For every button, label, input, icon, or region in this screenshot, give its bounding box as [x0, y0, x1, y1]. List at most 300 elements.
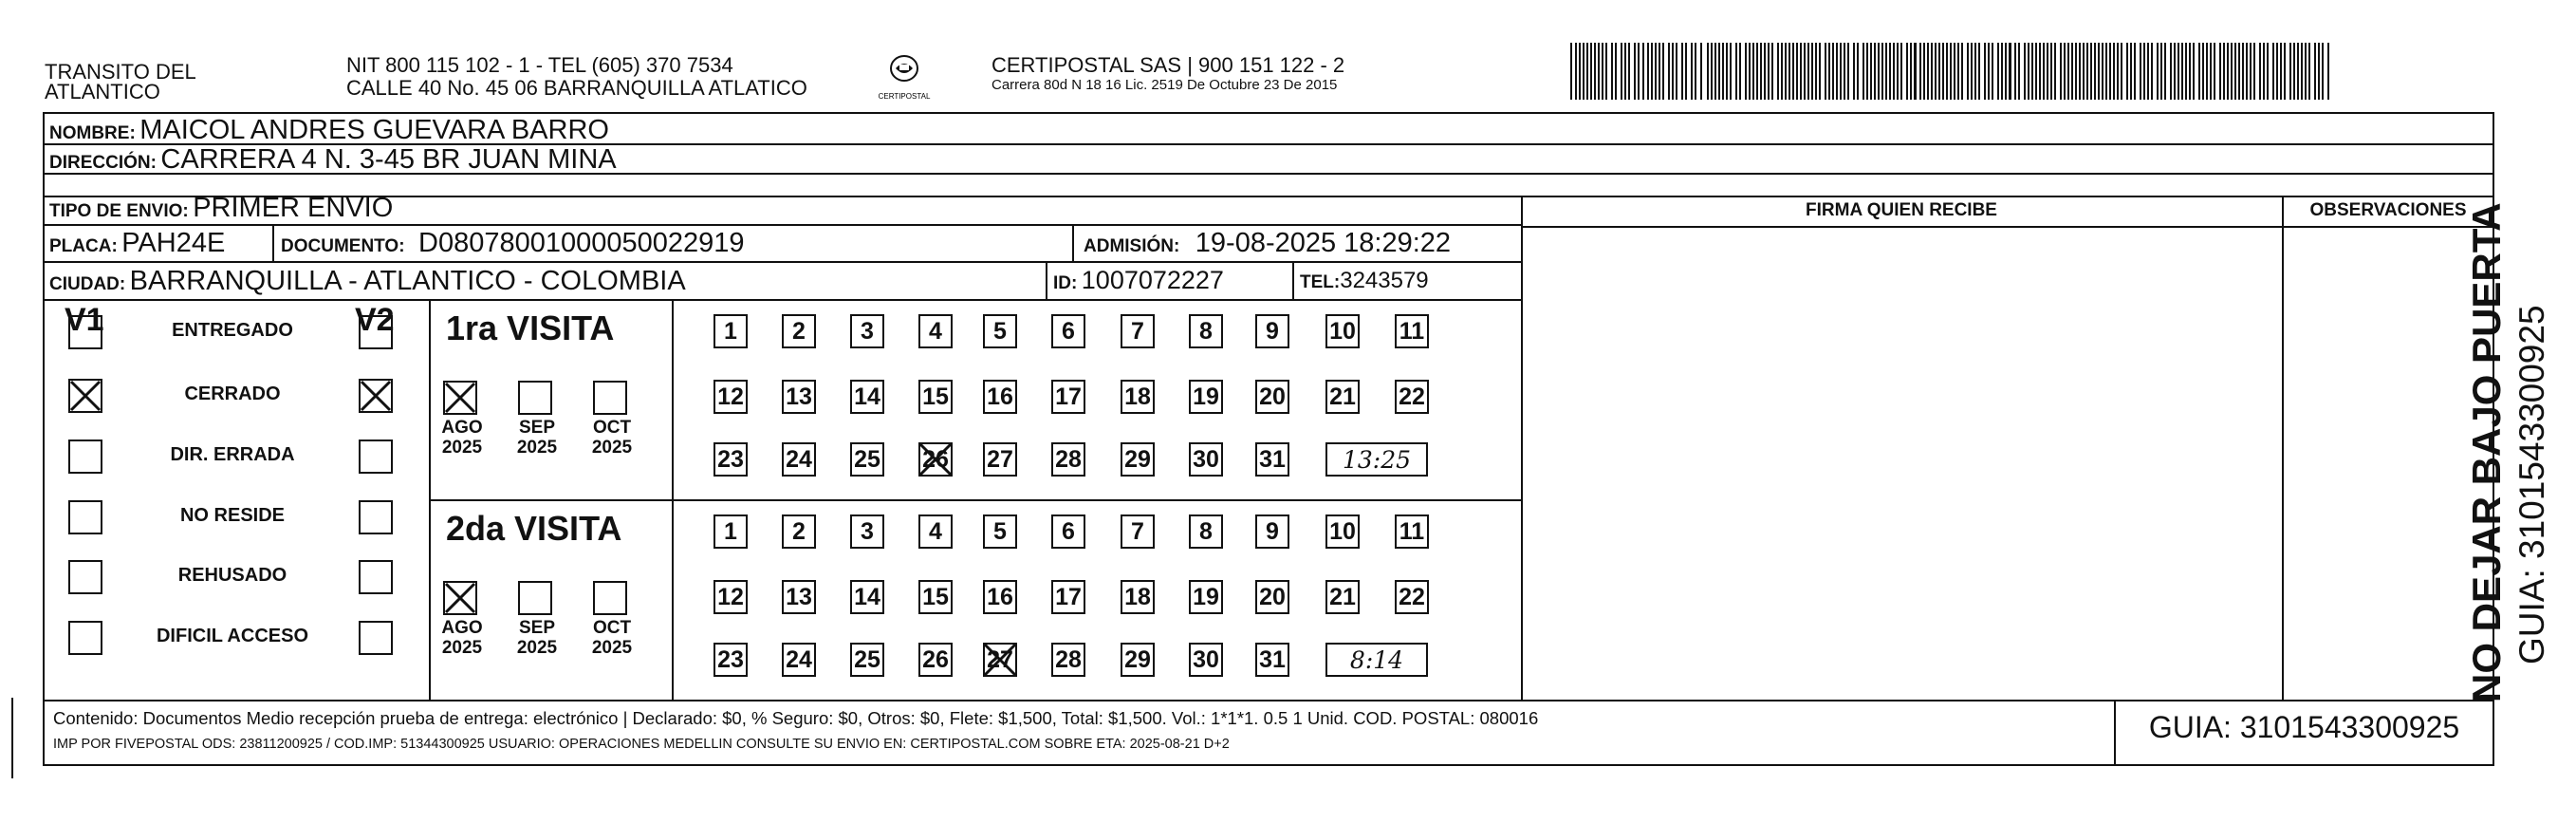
month-name: SEP [518, 418, 556, 438]
barcode-bar [1700, 43, 1702, 100]
barcode-bar [2178, 43, 2179, 100]
day-box[interactable]: 17 [1051, 580, 1085, 614]
day-box[interactable]: 18 [1121, 580, 1155, 614]
barcode-bar [1863, 43, 1864, 100]
barcode-bar [2064, 43, 2066, 100]
day-box[interactable]: 30 [1189, 643, 1223, 677]
v1-checkbox[interactable] [68, 440, 102, 474]
barcode-bar [1984, 43, 1986, 100]
barcode-bar [1695, 43, 1696, 100]
month-checkbox[interactable] [518, 381, 552, 415]
row-divider [43, 700, 2494, 701]
barcode-bar [2005, 43, 2007, 100]
day-box[interactable]: 30 [1189, 442, 1223, 477]
city-field [49, 266, 686, 297]
month-year: 2025 [441, 438, 483, 458]
issuer-line-1: TRANSITO DEL [45, 60, 196, 84]
barcode-bar [1760, 43, 1762, 100]
barcode-bar [2105, 43, 2107, 100]
day-box[interactable]: 19 [1189, 580, 1223, 614]
barcode-bar [1781, 43, 1783, 100]
address-label: DIRECCIÓN: [49, 153, 157, 173]
barcode-bar [1853, 43, 1855, 100]
barcode [1570, 43, 2329, 100]
barcode-bar [1893, 43, 1895, 100]
day-box[interactable]: 15 [918, 380, 953, 414]
barcode-bar [1707, 43, 1709, 100]
barcode-bar [1923, 43, 1925, 100]
barcode-bar [2276, 43, 2278, 100]
barcode-bar [1628, 43, 1630, 100]
barcode-bar [2289, 43, 2291, 100]
shipment-type-field [49, 193, 393, 224]
barcode-bar [2060, 43, 2062, 100]
barcode-bar [1866, 43, 1868, 100]
barcode-bar [2219, 43, 2221, 100]
barcode-bar [1726, 43, 1728, 100]
barcode-bar [2134, 43, 2136, 100]
id-value: 1007072227 [1081, 266, 1224, 294]
barcode-bar [2031, 43, 2033, 100]
day-box[interactable]: 5 [983, 514, 1017, 549]
barcode-bar [1910, 43, 1912, 100]
day-box[interactable]: 11 [1395, 314, 1429, 348]
barcode-bar [2314, 43, 2316, 100]
day-checkmark [981, 641, 1019, 679]
barcode-bar [2028, 43, 2029, 100]
barcode-bar [2227, 43, 2229, 100]
day-box[interactable]: 20 [1255, 580, 1289, 614]
name-value: MAICOL ANDRES GUEVARA BARRO [139, 115, 609, 145]
v2-label: V2 [355, 302, 395, 338]
day-box[interactable]: 15 [918, 580, 953, 614]
barcode-bar [2322, 43, 2324, 100]
address-field [49, 144, 617, 176]
barcode-bar [1870, 43, 1872, 100]
svg-text:CERTIPOSTAL: CERTIPOSTAL [878, 92, 931, 101]
barcode-bar [1974, 43, 1976, 100]
barcode-bar [2071, 43, 2073, 100]
cell-divider [1072, 224, 1074, 261]
document-label: DOCUMENTO: [281, 236, 405, 256]
day-box[interactable]: 21 [1325, 380, 1360, 414]
month-year: 2025 [516, 638, 558, 658]
day-box[interactable]: 4 [918, 514, 953, 549]
barcode-bar [2047, 43, 2048, 100]
day-box[interactable]: 20 [1255, 380, 1289, 414]
barcode-bar [2267, 43, 2269, 100]
v2-checkbox[interactable] [359, 315, 393, 349]
barcode-bar [1756, 43, 1758, 100]
barcode-bar [2043, 43, 2045, 100]
barcode-bar [1796, 43, 1798, 100]
month-checkbox[interactable] [518, 581, 552, 615]
barcode-bar [1691, 43, 1693, 100]
barcode-bar [2094, 43, 2096, 100]
barcode-bar [2238, 43, 2240, 100]
barcode-bar [2018, 43, 2020, 100]
day-box[interactable]: 27 [983, 643, 1017, 677]
day-box[interactable]: 23 [713, 643, 748, 677]
day-box[interactable]: 25 [850, 643, 884, 677]
day-box[interactable]: 10 [1325, 314, 1360, 348]
barcode-bar [2086, 43, 2088, 100]
barcode-bar [2126, 43, 2128, 100]
barcode-bar [2253, 43, 2255, 100]
tel-field [1300, 268, 1429, 294]
plate-label: PLACA: [49, 236, 118, 256]
day-box[interactable]: 9 [1255, 514, 1289, 549]
barcode-bar [1961, 43, 1963, 100]
barcode-bar [1739, 43, 1741, 100]
day-box[interactable]: 17 [1051, 380, 1085, 414]
certipostal-logo [871, 51, 937, 104]
day-box[interactable]: 28 [1051, 442, 1085, 477]
cell-divider [272, 224, 274, 261]
barcode-bar [1978, 43, 1980, 100]
day-box[interactable]: 1 [713, 314, 748, 348]
day-box[interactable]: 24 [782, 442, 816, 477]
day-box[interactable]: 16 [983, 580, 1017, 614]
barcode-bar [1659, 43, 1660, 100]
barcode-bar [1971, 43, 1973, 100]
barcode-bar [2250, 43, 2252, 100]
barcode-bar [2143, 43, 2145, 100]
barcode-bar [2090, 43, 2092, 100]
barcode-bar [2259, 43, 2261, 100]
barcode-bar [2079, 43, 2081, 100]
reason-label: REHUSADO [177, 565, 287, 586]
barcode-bar [1885, 43, 1887, 100]
month-name: SEP [518, 618, 556, 638]
barcode-bar [1828, 43, 1830, 100]
tel-label: TEL: [1300, 272, 1341, 292]
admission-label: ADMISIÓN: [1084, 236, 1180, 256]
barcode-bar [2284, 43, 2286, 100]
barcode-bar [1681, 43, 1683, 100]
barcode-bar [2214, 43, 2215, 100]
day-box[interactable]: 7 [1121, 314, 1155, 348]
day-box[interactable]: 25 [850, 442, 884, 477]
barcode-bar [1942, 43, 1944, 100]
row-divider [43, 261, 1521, 263]
logo-icon [871, 51, 937, 104]
v1-checkbox[interactable] [68, 500, 102, 534]
barcode-bar [1714, 43, 1716, 100]
city-value: BARRANQUILLA - ATLANTICO - COLOMBIA [129, 266, 686, 296]
barcode-bar [1634, 43, 1636, 100]
barcode-bar [1832, 43, 1834, 100]
v1-checkbox[interactable] [68, 315, 102, 349]
day-box[interactable]: 5 [983, 314, 1017, 348]
barcode-bar [1662, 43, 1664, 100]
barcode-bar [2246, 43, 2248, 100]
guide-number-box: GUIA: 3101543300925 [2148, 710, 2460, 744]
barcode-bar [1927, 43, 1929, 100]
shipment-type-label: TIPO DE ENVIO: [49, 201, 189, 221]
row-divider [43, 224, 1521, 226]
barcode-bar [2189, 43, 2191, 100]
row-divider [43, 196, 2494, 197]
barcode-bar [2308, 43, 2310, 100]
day-box[interactable]: 12 [713, 580, 748, 614]
reason-label: DIFICIL ACCESO [156, 626, 308, 646]
barcode-bar [1954, 43, 1955, 100]
barcode-bar [1722, 43, 1724, 100]
month-checkbox[interactable] [593, 581, 627, 615]
barcode-bar [2174, 43, 2176, 100]
barcode-bar [1605, 43, 1607, 100]
barcode-bar [1749, 43, 1751, 100]
barcode-bar [1583, 43, 1585, 100]
reason-label: ENTREGADO [172, 320, 293, 341]
barcode-bar [2054, 43, 2056, 100]
barcode-bar [1792, 43, 1794, 100]
barcode-bar [2098, 43, 2100, 100]
month-label [434, 618, 491, 658]
day-box[interactable]: 7 [1121, 514, 1155, 549]
month-checkmark [443, 381, 477, 415]
barcode-bar [2327, 43, 2329, 100]
month-label [509, 618, 565, 658]
barcode-bar [1768, 43, 1770, 100]
observations-area[interactable] [2284, 228, 2493, 698]
barcode-bar [1621, 43, 1622, 100]
barcode-bar [2272, 43, 2274, 100]
barcode-bar [2067, 43, 2069, 100]
barcode-bar [2231, 43, 2233, 100]
barcode-bar [1919, 43, 1921, 100]
barcode-bar [1957, 43, 1959, 100]
id-label: ID: [1053, 273, 1078, 293]
day-box[interactable]: 23 [713, 442, 748, 477]
barcode-bar [1668, 43, 1670, 100]
month-checkmark [443, 581, 477, 615]
v1-checkmark [68, 379, 102, 413]
barcode-bar [2024, 43, 2026, 100]
handwritten-time[interactable]: 13:25 [1325, 442, 1428, 477]
day-box[interactable]: 26 [918, 643, 953, 677]
day-box[interactable]: 6 [1051, 314, 1085, 348]
admission-field [1084, 228, 1451, 259]
barcode-bar [1807, 43, 1809, 100]
day-box[interactable]: 16 [983, 380, 1017, 414]
barcode-bar [2083, 43, 2085, 100]
barcode-bar [1685, 43, 1687, 100]
day-box[interactable]: 31 [1255, 442, 1289, 477]
day-box[interactable]: 14 [850, 580, 884, 614]
month-name: OCT [592, 618, 632, 638]
day-box[interactable]: 3 [850, 514, 884, 549]
barcode-bar [1935, 43, 1937, 100]
day-box[interactable]: 14 [850, 380, 884, 414]
month-label [584, 418, 640, 458]
barcode-bar [2075, 43, 2077, 100]
barcode-bar [1624, 43, 1626, 100]
day-box[interactable]: 18 [1121, 380, 1155, 414]
barcode-bar [2293, 43, 2295, 100]
day-box[interactable]: 22 [1395, 580, 1429, 614]
barcode-bar [2170, 43, 2172, 100]
barcode-bar [2102, 43, 2103, 100]
barcode-bar [1914, 43, 1917, 100]
barcode-bar [1900, 43, 1902, 100]
company-line: CERTIPOSTAL SAS | 900 151 122 - 2 [991, 53, 1345, 77]
day-box[interactable]: 29 [1121, 643, 1155, 677]
day-box[interactable]: 27 [983, 442, 1017, 477]
barcode-bar [1611, 43, 1613, 100]
barcode-bar [2206, 43, 2208, 100]
barcode-bar [2113, 43, 2115, 100]
city-label: CIUDAD: [49, 274, 126, 294]
barcode-bar [1800, 43, 1802, 100]
company-info [991, 54, 1344, 94]
cut-line [11, 698, 13, 778]
barcode-bar [1788, 43, 1790, 100]
month-name: OCT [592, 418, 632, 438]
barcode-bar [1676, 43, 1677, 100]
issuer-name [45, 61, 196, 103]
v2-checkbox[interactable] [359, 500, 393, 534]
day-box[interactable]: 13 [782, 380, 816, 414]
v2-checkbox[interactable] [359, 621, 393, 655]
reason-label: DIR. ERRADA [170, 444, 295, 465]
month-checkbox[interactable] [593, 381, 627, 415]
visit-title: 1ra VISITA [446, 309, 615, 347]
barcode-bar [2157, 43, 2159, 100]
day-box[interactable]: 13 [782, 580, 816, 614]
barcode-bar [1711, 43, 1713, 100]
document-value: D08078001000050022919 [418, 228, 745, 258]
barcode-bar [1889, 43, 1891, 100]
day-box[interactable]: 3 [850, 314, 884, 348]
barcode-bar [1642, 43, 1644, 100]
visit-title: 2da VISITA [446, 509, 622, 548]
day-box[interactable]: 28 [1051, 643, 1085, 677]
barcode-bar [1988, 43, 1990, 100]
barcode-bar [2117, 43, 2119, 100]
barcode-bar [1997, 43, 1999, 100]
day-box[interactable]: 10 [1325, 514, 1360, 549]
id-field [1053, 266, 1224, 295]
barcode-bar [1825, 43, 1826, 100]
barcode-bar [1847, 43, 1849, 100]
barcode-bar [1735, 43, 1737, 100]
barcode-bar [1874, 43, 1876, 100]
day-box[interactable]: 19 [1189, 380, 1223, 414]
barcode-bar [1931, 43, 1933, 100]
barcode-bar [2014, 43, 2016, 100]
barcode-bar [1967, 43, 1969, 100]
barcode-bar [2050, 43, 2052, 100]
visit-divider [429, 499, 1521, 501]
plate-field [49, 228, 225, 259]
day-box[interactable]: 24 [782, 643, 816, 677]
document-field [281, 228, 745, 259]
row-divider [43, 299, 1521, 301]
barcode-bar [1651, 43, 1653, 100]
day-box[interactable]: 2 [782, 314, 816, 348]
barcode-bar [1594, 43, 1596, 100]
admission-value: 19-08-2025 18:29:22 [1195, 228, 1452, 258]
day-box[interactable]: 6 [1051, 514, 1085, 549]
print-info: IMP POR FIVEPOSTAL ODS: 23811200925 / COD.IMP: 51344300925 USUARIO: OPERACIONES MEDELLIN CONSULTE SU ENVIO EN: CERTIPOSTAL.COM SOBRE ETA: 2025-08-21 D+2 [53, 737, 1230, 752]
barcode-bar [1598, 43, 1600, 100]
barcode-bar [2305, 43, 2307, 100]
barcode-bar [1785, 43, 1787, 100]
address-line: CALLE 40 No. 45 06 BARRANQUILLA ATLATICO [346, 76, 807, 100]
v1-checkbox[interactable] [68, 621, 102, 655]
month-year: 2025 [591, 638, 633, 658]
day-box[interactable]: 8 [1189, 314, 1223, 348]
day-box[interactable]: 11 [1395, 514, 1429, 549]
day-box[interactable]: 21 [1325, 580, 1360, 614]
day-box[interactable]: 22 [1395, 380, 1429, 414]
name-field [49, 115, 609, 146]
barcode-bar [1906, 43, 1908, 100]
barcode-bar [2001, 43, 2003, 100]
barcode-bar [1771, 43, 1773, 100]
barcode-bar [2198, 43, 2200, 100]
barcode-bar [1647, 43, 1649, 100]
barcode-bar [2301, 43, 2303, 100]
day-box[interactable]: 12 [713, 380, 748, 414]
barcode-bar [1602, 43, 1603, 100]
address-value: CARRERA 4 N. 3-45 BR JUAN MINA [160, 144, 617, 175]
barcode-bar [2039, 43, 2041, 100]
barcode-bar [2109, 43, 2111, 100]
signature-area[interactable] [1523, 228, 2280, 698]
side-guide-number: GUIA: 3101543300925 [2512, 305, 2551, 664]
day-box[interactable]: 9 [1255, 314, 1289, 348]
barcode-bar [1745, 43, 1747, 100]
day-box[interactable]: 2 [782, 514, 816, 549]
barcode-bar [1586, 43, 1588, 100]
day-box[interactable]: 26 [918, 442, 953, 477]
day-box[interactable]: 1 [713, 514, 748, 549]
day-box[interactable]: 8 [1189, 514, 1223, 549]
day-box[interactable]: 29 [1121, 442, 1155, 477]
barcode-bar [1844, 43, 1845, 100]
barcode-bar [2242, 43, 2244, 100]
day-box[interactable]: 4 [918, 314, 953, 348]
barcode-bar [1881, 43, 1883, 100]
name-label: NOMBRE: [49, 123, 136, 143]
barcode-bar [2160, 43, 2162, 100]
v1-checkbox[interactable] [68, 560, 102, 594]
month-label [509, 418, 565, 458]
cell-divider [1046, 261, 1047, 299]
barcode-bar [1718, 43, 1720, 100]
month-year: 2025 [516, 438, 558, 458]
shipment-type-value: PRIMER ENVIO [193, 193, 394, 223]
v2-checkbox[interactable] [359, 560, 393, 594]
day-checkmark [917, 440, 954, 478]
tel-value: 3243579 [1340, 268, 1429, 293]
plate-value: PAH24E [121, 228, 226, 258]
day-box[interactable]: 31 [1255, 643, 1289, 677]
issuer-line-2: ATLANTICO [45, 80, 160, 103]
barcode-bar [1938, 43, 1940, 100]
handwritten-time[interactable]: 8:14 [1325, 643, 1428, 677]
month-label [584, 618, 640, 658]
barcode-bar [1878, 43, 1880, 100]
barcode-bar [1570, 43, 1572, 100]
v2-checkbox[interactable] [359, 440, 393, 474]
barcode-bar [2151, 43, 2153, 100]
barcode-bar [1804, 43, 1806, 100]
barcode-bar [1992, 43, 1993, 100]
